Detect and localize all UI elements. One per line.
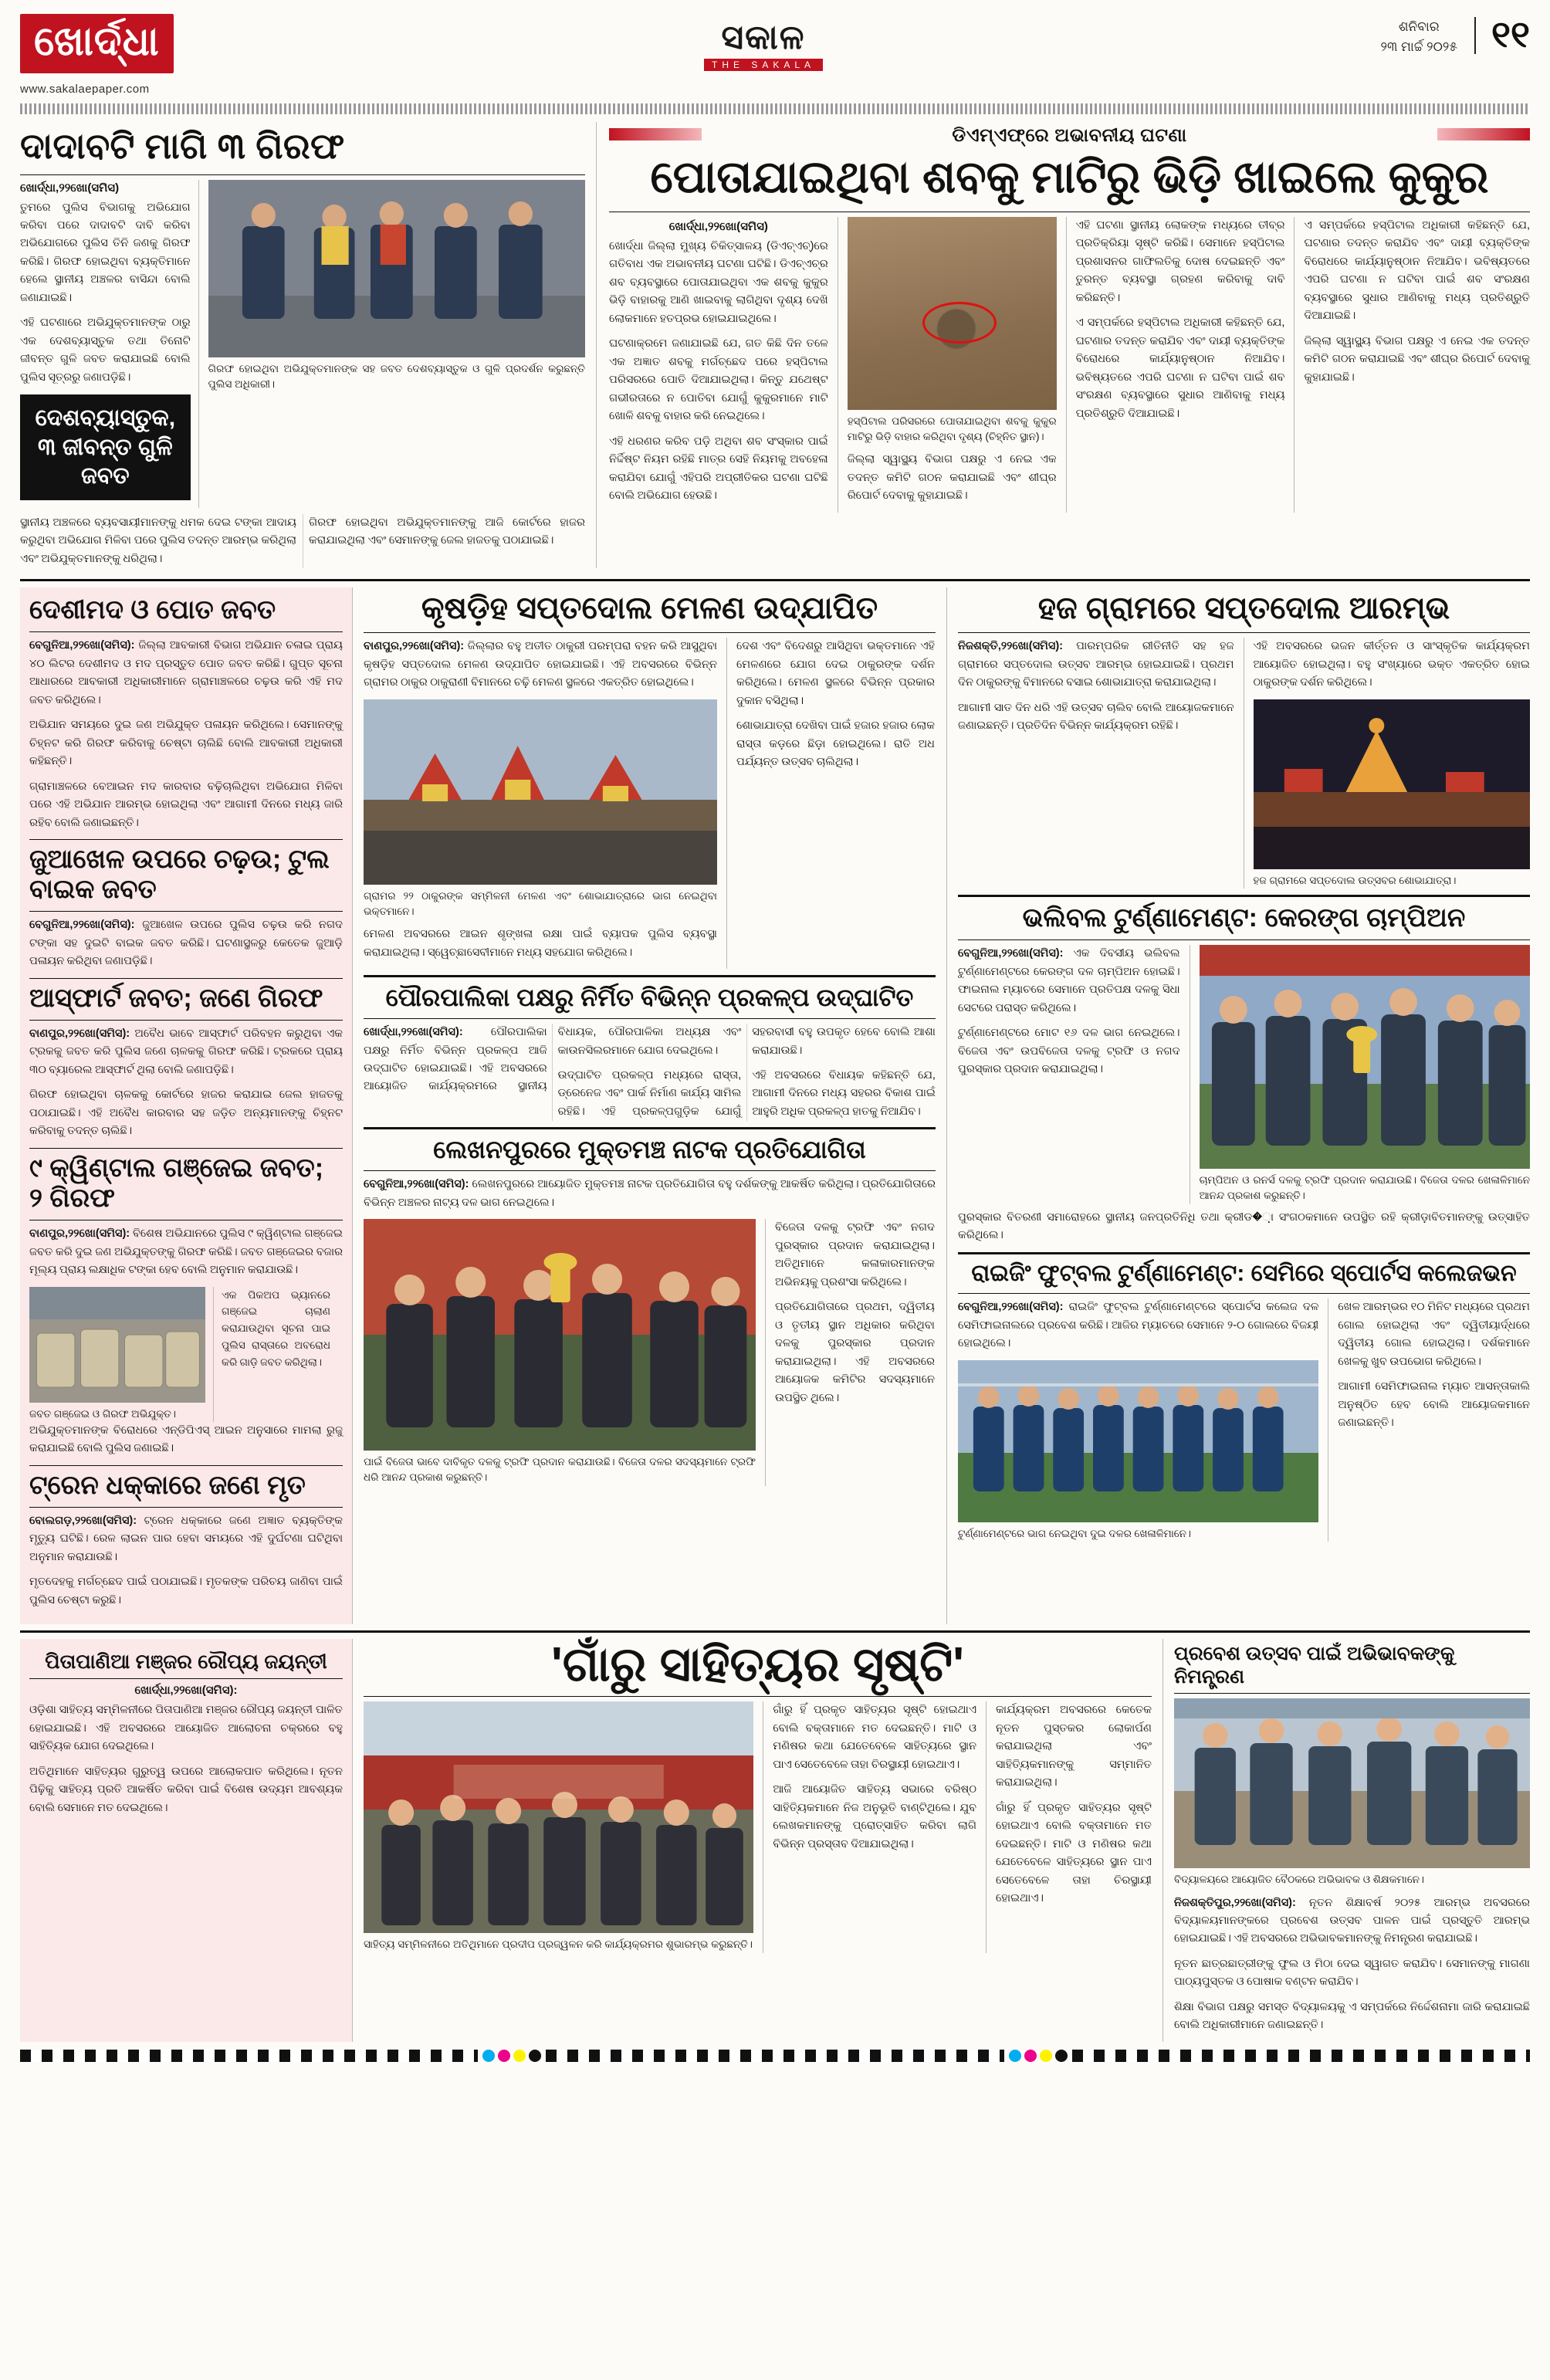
headline-silver-jubilee: ପିତାପାଣିଆ ମଞ୍ଜର ରୌପ୍ୟ ଜୟନ୍ତୀ (45, 1650, 327, 1674)
byline-silver-jubilee: ଖୋର୍ଦ୍ଧା,୨୨ଖୋ(ସମିସ): (134, 1684, 238, 1698)
brand-block (252, 14, 1275, 72)
paragraph: ପାରମ୍ପରିକ ରୀତିନୀତି ସହ ହଜ ଗ୍ରାମରେ ସପ୍ତଦୋଲ ଉତ୍ସବ ଆରମ୍ଭ ହୋଇଯାଇଛି। ପ୍ରଥମ ଦିନ ଠାକୁରଙ୍କୁ ବିମାନରେ ବସାଇ ଶୋଭାଯାତ୍ରା କରାଯାଇଥିଲା। (958, 640, 1234, 689)
paragraph: ଜିଲ୍ଲା ସ୍ୱାସ୍ଥ୍ୟ ବିଭାଗ ପକ୍ଷରୁ ଏ ନେଇ ଏକ ତଦନ୍ତ କମିଟି ଗଠନ କରାଯାଇଛି ଏବଂ ଶୀଘ୍ର ରିପୋର୍ଟ ଦେବାକୁ କୁହାଯାଇଛି। (1304, 334, 1530, 384)
paragraph: ଶୋଭାଯାତ୍ରା ଦେଖିବା ପାଇଁ ହଜାର ହଜାର ଲୋକ ରାସ୍ତା କଡ଼ରେ ଛିଡ଼ା ହୋଇଥିଲେ। ରାତି ଅଧ ପର୍ଯ୍ୟନ୍ତ ଉତ୍ସବ ଚାଲିଥିଲା। (736, 719, 935, 769)
story-dog-corpse (596, 122, 1530, 568)
paragraph: ଅଭିଯୁକ୍ତମାନଙ୍କ ବିରୋଧରେ ଏନ୍‌ଡିପିଏସ୍ ଆଇନ ଅନୁସାରେ ମାମଲା ରୁଜୁ କରାଯାଇଛି ବୋଲି ପୁଲିସ ଜଣାଇଛି। (29, 1424, 343, 1455)
logo-block (20, 14, 252, 96)
masthead-divider (20, 103, 1530, 114)
publication-logo: ଖୋର୍ଦ୍ଧା (20, 14, 174, 73)
paragraph: ତୁମରେ ପୁଲିସ ବିଭାଗକୁ ଅଭିଯୋଗ କରିବା ପରେ ଦାଦାବଟି ଦାବି କରିବା ଅଭିଯୋଗରେ ପୁଲିସ ତିନି ଜଣକୁ ଗିରଫ କରିଛି। ଗିରଫ ହୋଇଥିବା ବ୍ୟକ୍ତିମାନେ ହେଲେ ସ୍ଥାନୀୟ ଅଞ୍ଚଳର ବାସିନ୍ଦା ବୋଲି ଜଣାଯାଇଛି। (20, 201, 191, 304)
website-url[interactable]: www.sakalaepaper.com (20, 83, 150, 96)
story-village-literature (352, 1639, 1162, 2042)
paragraph: ଜୁଆଖେଳ ଉପରେ ପୁଲିସ ଚଢ଼ଉ କରି ନଗଦ ଟଙ୍କା ସହ ଦୁଇଟି ବାଇକ ଜବତ କରିଛି। ଘଟଣାସ୍ଥଳରୁ କେତେକ ଜୁଆଡ଼ି ପଳାୟନ କରିଥିବା ଜଣାପଡ଼ିଛି। (29, 919, 344, 968)
highlight-box-seized-items: ଦେଶବ୍ୟାସ୍ତୁକ, ୩ ଜୀବନ୍ତ ଗୁଳି ଜବତ (20, 394, 191, 500)
paragraph: ଶିକ୍ଷା ବିଭାଗ ପକ୍ଷରୁ ସମସ୍ତ ବିଦ୍ୟାଳୟକୁ ଏ ସମ୍ପର୍କରେ ନିର୍ଦ୍ଦେଶନାମା ଜାରି କରାଯାଇଛି ବୋଲି ଅଧିକାରୀମାନେ ଜଣାଇଛନ୍ତି। (1174, 2000, 1530, 2032)
headline-school-admission: ପ୍ରବେଶ ଉତ୍ସବ ପାଇଁ ଅଭିଭାବକଙ୍କୁ ନିମନ୍ତ୍ରଣ (1174, 1643, 1455, 1688)
paragraph: ବିଶେଷ ଅଭିଯାନରେ ପୁଲିସ ୯ କ୍ୱିଣ୍ଟାଲ ଗଞ୍ଜେଇ ଜବତ କରି ଦୁଇ ଜଣ ଅଭିଯୁକ୍ତଙ୍କୁ ଗିରଫ କରିଛି। ଜବତ ଗଞ୍ଜେଇର ବଜାର ମୂଲ୍ୟ ପ୍ରାୟ ଲକ୍ଷାଧିକ ଟଙ୍କା ହେବ ବୋଲି ଅନୁମାନ କରାଯାଉଛି। (29, 1227, 343, 1277)
headline-drama-competition: ଲେଖନପୁରରେ ମୁକ୍ତମଞ୍ଚ ନାଟକ ପ୍ରତିଯୋଗିତା (433, 1136, 866, 1164)
brand-name: ସକାଳ (721, 19, 806, 56)
paragraph: ନୂତନ ଛାତ୍ରଛାତ୍ରୀଙ୍କୁ ଫୁଲ ଓ ମିଠା ଦେଇ ସ୍ୱାଗତ କରାଯିବ। ସେମାନଙ୍କୁ ମାଗଣା ପାଠ୍ୟପୁସ୍ତକ ଓ ପୋଷାକ ବଣ୍ଟନ କରାଯିବ। (1174, 1957, 1530, 1989)
brief-ganja-seized (29, 1153, 343, 1458)
photo-drama-prize (364, 1219, 756, 1451)
byline-gambling-raid: ବେଗୁନିଆ,୨୨ଖୋ(ସମିସ): (29, 919, 135, 932)
photo-arrested-accused (208, 180, 585, 357)
photo-corpse-site (848, 217, 1057, 410)
caption-football-teams: ଟୁର୍ଣ୍ଣାମେଣ୍ଟରେ ଭାଗ ନେଇଥିବା ଦୁଇ ଦଳର ଖେଳାଳିମାନେ। (958, 1527, 1191, 1539)
byline-drama-competition: ବେଗୁନିଆ,୨୨ଖୋ(ସମିସ): (364, 1178, 469, 1191)
byline-dog-corpse: ଖୋର୍ଦ୍ଧା,୨୨ଖୋ(ସମିସ) (668, 219, 768, 233)
paragraph: ଗାଁରୁ ହିଁ ପ୍ରକୃତ ସାହିତ୍ୟର ସୃଷ୍ଟି ହୋଇଥାଏ ବୋଲି ବକ୍ତାମାନେ ମତ ଦେଇଛନ୍ତି। ମାଟି ଓ ମଣିଷର କଥା ଯେତେବେଳେ ସାହିତ୍ୟରେ ସ୍ଥାନ ପାଏ ସେତେବେଳେ ତାହା ଚିରସ୍ଥାୟୀ ହୋଇଥାଏ। (996, 1801, 1152, 1905)
paragraph: ଲେଖନପୁରରେ ଆୟୋଜିତ ମୁକ୍ତମଞ୍ଚ ନାଟକ ପ୍ରତିଯୋଗିତା ବହୁ ଦର୍ଶକଙ୍କୁ ଆକର୍ଷିତ କରିଥିଲା। ପ୍ରତିଯୋଗିତାରେ ବିଭିନ୍ନ ଅଞ୍ଚଳର ନାଟ୍ୟ ଦଳ ଭାଗ ନେଇଥିଲେ। (364, 1178, 936, 1209)
caption-mela-procession: ଗ୍ରାମର ୨୨ ଠାକୁରଙ୍କ ସମ୍ମିଳନୀ ମେଳଣ ଏବଂ ଶୋଭାଯାତ୍ରାରେ ଭାଗ ନେଇଥିବା ଭକ୍ତମାନେ। (364, 889, 717, 918)
story-silver-jubilee (20, 1639, 352, 2042)
headline-football: ରାଇଜିଂ ଫୁଟ୍‌ବଲ ଟୁର୍ଣ୍ଣାମେଣ୍ଟ: ସେମିରେ ସ୍ପୋର୍ଟସ କଲେଜଭନ (971, 1260, 1517, 1286)
briefs-column (20, 587, 352, 1624)
byline-dadabati: ଖୋର୍ଦ୍ଧା,୨୨ଖୋ(ସମିସ) (20, 181, 120, 195)
headline-haja-saptadola: ହଜ ଗ୍ରାମରେ ସପ୍ତଦୋଲ ଆରମ୍ଭ (1037, 591, 1450, 626)
masthead (20, 0, 1530, 100)
paragraph: ଏହି ଧରଣର କରିବ ପଡ଼ି ଅଥିବା ଶବ ସଂସ୍କାର ପାଇଁ ନିର୍ଦ୍ଦିଷ୍ଟ ନିୟମ ରହିଛି ମାତ୍ର ସେହି ନିୟମକୁ ଅବହେଳା କରାଯିବା ଯୋଗୁଁ ଏହିପରି ଅପ୍ରୀତିକର ଘଟଣା ଘଟିଛି ବୋଲି ଅଭିଯୋଗ ହେଉଛି। (609, 435, 828, 503)
headline-ganja-seized: ୯ କ୍ୱିଣ୍ଟାଲ ଗଞ୍ଜେଇ ଜବତ; ୨ ଗିରଫ (29, 1153, 324, 1213)
paragraph: ଏ ସମ୍ପର୍କରେ ହସ୍ପିଟାଲ ଅଧିକାରୀ କହିଛନ୍ତି ଯେ, ଘଟଣାର ତଦନ୍ତ କରାଯିବ ଏବଂ ଦାୟୀ ବ୍ୟକ୍ତିଙ୍କ ବିରୋଧରେ କାର୍ଯ୍ୟାନୁଷ୍ଠାନ ନିଆଯିବ। ଭବିଷ୍ୟତରେ ଏପରି ଘଟଣା ନ ଘଟିବା ପାଇଁ ଶବ ସଂରକ୍ଷଣ ବ୍ୟବସ୍ଥାରେ ସୁଧାର ଆଣିବାକୁ ମଧ୍ୟ ପ୍ରତିଶ୍ରୁତି ଦିଆଯାଇଛି। (1075, 317, 1285, 420)
paragraph: ଏହି ଘଟଣା ସ୍ଥାନୀୟ ଲୋକଙ୍କ ମଧ୍ୟରେ ତୀବ୍ର ପ୍ରତିକ୍ରିୟା ସୃଷ୍ଟି କରିଛି। ସେମାନେ ହସ୍ପିଟାଲ ପ୍ରଶାସନର ଗାଫିଲତିକୁ ଦୋଷ ଦେଇଛନ୍ତି ଏବଂ ତୁରନ୍ତ ବ୍ୟବସ୍ଥା ଗ୍ରହଣ କରିବାକୁ ଦାବି କରିଛନ୍ତି। (1075, 218, 1285, 304)
headline-municipality-projects: ପୌରପାଲିକା ପକ୍ଷରୁ ନିର୍ମିତ ବିଭିନ୍ନ ପ୍ରକଳ୍ପ ଉଦ୍‌ଘାଟିତ (385, 983, 914, 1012)
paragraph: ମୃତଦେହକୁ ମର୍ଗଚ୍ଛେଦ ପାଇଁ ପଠାଯାଇଛି। ମୃତକଙ୍କ ପରିଚୟ ଜାଣିବା ପାଇଁ ପୁଲିସ ଚେଷ୍ଟା କରୁଛି। (29, 1576, 343, 1606)
middle-center-column (352, 587, 946, 1624)
dateline-block (1275, 14, 1530, 56)
middle-right-column (946, 587, 1530, 1624)
paragraph: ଖେଳ ଆରମ୍ଭର ୧୦ ମିନିଟ ମଧ୍ୟରେ ପ୍ରଥମ ଗୋଲ ହୋଇଥିଲା ଏବଂ ଦ୍ୱିତୀୟାର୍ଦ୍ଧରେ ଦ୍ୱିତୀୟ ଗୋଲ ହୋଇଥିଲା। ଦର୍ଶକମାନେ ଖେଳକୁ ଖୁବ ଉପଭୋଗ କରିଥିଲେ। (1338, 1301, 1530, 1368)
paragraph: ଘଟଣାକ୍ରମେ ଜଣାଯାଇଛି ଯେ, ଗତ କିଛି ଦିନ ତଳେ ଏକ ଅଜ୍ଞାତ ଶବକୁ ମର୍ଗଚ୍ଛେଦ ପରେ ହସ୍ପିଟାଲ ପରିସରରେ ପୋତି ଦିଆଯାଇଥିଲା। କିନ୍ତୁ ଯଥେଷ୍ଟ ଗଭୀରତାରେ ନ ପୋତିବା ଯୋଗୁଁ କୁକୁରମାନେ ମାଟି ଖୋଳି ଶବକୁ ବାହାର କରି ନେଇଥିଲେ। (609, 337, 828, 423)
caption-corpse-site: ହସ୍ପିଟାଲ ପରିସରରେ ପୋତାଯାଇଥିବା ଶବକୁ କୁକୁର ମାଟିରୁ ଭିଡ଼ି ବାହାର କରିଥିବା ଦୃଶ୍ୟ (ଚିହ୍ନିତ ସ୍ଥାନ)। (847, 415, 1057, 443)
kicker-dmf: ଡିଏମ୍‌ଏଫ୍‌ରେ ଅଭାବନୀୟ ଘଟଣା (952, 125, 1187, 146)
paragraph: ନୂତନ ଶିକ୍ଷାବର୍ଷ ୨୦୨୫ ଆରମ୍ଭ ଅବସରରେ ବିଦ୍ୟାଳୟମାନଙ୍କରେ ପ୍ରବେଶ ଉତ୍ସବ ପାଳନ ପାଇଁ ପ୍ରସ୍ତୁତି ଆରମ୍ଭ ହୋଇଯାଇଛି। ଏହି ଅବସରରେ ଅଭିଭାବକମାନଙ୍କୁ ନିମନ୍ତ୍ରଣ କରାଯାଇଛି। (1174, 1896, 1530, 1945)
paragraph: ଏହି ଘଟଣାରେ ଅଭିଯୁକ୍ତମାନଙ୍କ ଠାରୁ ଏକ ଦେଶବ୍ୟାସ୍ତୁକ ତଥା ତିନୋଟି ଜୀବନ୍ତ ଗୁଳି ଜବତ କରାଯାଇଛି ବୋଲି ପୁଲିସ ସୂତ୍ରରୁ ଜଣାପଡ଼ିଛି। (20, 317, 191, 384)
paragraph: ଏକ ପିକଅପ ଭ୍ୟାନରେ ଗଞ୍ଜେଇ ଚାଲାଣ କରାଯାଉଥିବା ସୂଚନା ପାଇ ପୁଲିସ ରାସ୍ତାରେ ଅବରୋଧ କରି ଗାଡ଼ି ଜବତ କରିଥିଲା। (222, 1288, 330, 1368)
headline-krushadiha-mela: କୃଷଡ଼ିହ ସପ୍ତଦୋଲ ମେଳଣ ଉଦ୍‌ଯାପିତ (421, 591, 878, 626)
paragraph: ଆଗାମୀ ସେମିଫାଇନାଲ ମ୍ୟାଚ ଆସନ୍ତାକାଲି ଅନୁଷ୍ଠିତ ହେବ ବୋଲି ଆୟୋଜକମାନେ ଜଣାଇଛନ୍ତି। (1338, 1380, 1530, 1429)
paragraph: ବିଜେତା ଦଳକୁ ଟ୍ରଫି ଏବଂ ନଗଦ ପୁରସ୍କାର ପ୍ରଦାନ କରାଯାଇଥିଲା। ଅତିଥିମାନେ କଳାକାରମାନଙ୍କ ଅଭିନୟକୁ ପ୍ରଶଂସା କରିଥିଲେ। (775, 1221, 935, 1288)
headline-volleyball: ଭଲିବଲ ଟୁର୍ଣ୍ଣାମେଣ୍ଟ: କେରଙ୍ଗ ଚାମ୍ପିଅନ (1022, 903, 1466, 933)
photo-mela-procession (364, 699, 717, 885)
byline-liquor-seized: ବେଗୁନିଆ,୨୨ଖୋ(ସମିସ): (29, 639, 135, 652)
paragraph: ଅବୈଧ ଭାବେ ଆସ୍ଫାର୍ଟ ପରିବହନ କରୁଥିବା ଏକ ଟ୍ରକକୁ ଜବତ କରି ପୁଲିସ ଜଣେ ଚାଳକକୁ ଗିରଫ କରିଛି। ଟ୍ରକରେ ପ୍ରାୟ ୩୦ ବ୍ୟାରେଲ ଆସ୍ଫାର୍ଟ ଥିଲା ବୋଲି ଜଣାପଡ଼ିଛି। (29, 1027, 344, 1076)
caption-volleyball-winners: ଚାମ୍ପିଅନ ଓ ରନର୍ସ ଦଳକୁ ଟ୍ରଫି ପ୍ରଦାନ କରାଯାଉଛି। ବିଜେତା ଦଳର ଖେଳାଳିମାନେ ଆନନ୍ଦ ପ୍ରକାଶ କରୁଛନ୍ତି। (1199, 1174, 1530, 1202)
paragraph: ଗାଁରୁ ହିଁ ପ୍ରକୃତ ସାହିତ୍ୟର ସୃଷ୍ଟି ହୋଇଥାଏ ବୋଲି ବକ୍ତାମାନେ ମତ ଦେଇଛନ୍ତି। ମାଟି ଓ ମଣିଷର କଥା ଯେତେବେଳେ ସାହିତ୍ୟରେ ସ୍ଥାନ ପାଏ ସେତେବେଳେ ତାହା ଚିରସ୍ଥାୟୀ ହୋଇଥାଏ। (773, 1704, 977, 1771)
byline-krushadiha-mela: ବାଣପୁର,୨୨ଖୋ(ସମିସ): (364, 640, 465, 653)
byline-ganja-seized: ବାଣପୁର,୨୨ଖୋ(ସମିସ): (29, 1227, 130, 1241)
publication-day: ଶନିବାର (1398, 19, 1440, 34)
caption-arrested-accused: ଗିରଫ ହୋଇଥିବା ଅଭିଯୁକ୍ତମାନଙ୍କ ସହ ଜବତ ଦେଶବ୍ୟାସ୍ତୁକ ଓ ଗୁଳି ପ୍ରଦର୍ଶନ କରୁଛନ୍ତି ପୁଲିସ ଅଧିକାରୀ। (208, 362, 585, 390)
paragraph: ଖୋର୍ଦ୍ଧା ଜିଲ୍ଲା ମୁଖ୍ୟ ଚିକିତ୍ସାଳୟ (ଡିଏଚ୍‌ଏଚ୍‌)ରେ ଗତିବାଧ ଏକ ଅଭାବନୀୟ ଘଟଣା ଘଟିଛି। ଡିଏଚ୍‌ଏଚ୍‌ର ଶବ ବ୍ୟବସ୍ଥାରେ ପୋତାଯାଇଥିବା ଏକ ଶବକୁ କୁକୁର ଭିଡ଼ି ବାହାରକୁ ଆଣି ଖାଇବାକୁ ଲାଗିଥିବା ଦୃଶ୍ୟ ଦେଖି ଲୋକମାନେ ହତପ୍ରଭ ହୋଇଯାଇଥିଲେ। (609, 239, 828, 325)
headline-train-death: ଟ୍ରେନ ଧକ୍କାରେ ଜଣେ ମୃତ (29, 1470, 306, 1500)
paragraph: ପୁରସ୍କାର ବିତରଣୀ ସମାରୋହରେ ସ୍ଥାନୀୟ ଜନପ୍ରତିନିଧି ତଥା କ୍ରୀଡ�଼ା ସଂଗଠକମାନେ ଉପସ୍ଥିତ ରହି କ୍ରୀଡ଼ାବିତମାନଙ୍କୁ ଉତ୍ସାହିତ କରିଥିଲେ। (958, 1210, 1530, 1242)
headline-village-literature: 'ଗାଁରୁ ସାହିତ୍ୟର ସୃଷ୍ଟି' (551, 1638, 964, 1692)
photo-football-teams (958, 1360, 1318, 1522)
caption-literature-meet: ସାହିତ୍ୟ ସମ୍ମିଳନୀରେ ଅତିଥିମାନେ ପ୍ରଦୀପ ପ୍ରଜ୍ୱଳନ କରି କାର୍ଯ୍ୟକ୍ରମର ଶୁଭାରମ୍ଭ କରୁଛନ୍ତି। (364, 1938, 753, 1951)
paragraph: ଟୁର୍ଣ୍ଣାମେଣ୍ଟରେ ମୋଟ ୧୬ ଦଳ ଭାଗ ନେଇଥିଲେ। ବିଜେତା ଏବଂ ଉପବିଜେତା ଦଳକୁ ଟ୍ରଫି ଓ ନଗଦ ପୁରସ୍କାର ପ୍ରଦାନ କରାଯାଇଥିଲା। (958, 1027, 1180, 1076)
paragraph: ଜିଲ୍ଲା ଆବକାରୀ ବିଭାଗ ଅଭିଯାନ ଚଳାଇ ପ୍ରାୟ ୪୦ ଲିଟର ଦେଶୀମଦ ଓ ମଦ ପ୍ରସ୍ତୁତ ପୋତ ଜବତ କରିଛି। ଗୁପ୍ତ ସୂଚନା ଆଧାରରେ ଆବକାରୀ ଅଧିକାରୀମାନେ ଗ୍ରାମାଞ୍ଚଳରେ ଚଢ଼ଉ କରି ଏହି ମଦ ଜବତ କରିଥିଲେ। (29, 639, 343, 706)
headline-dadabati: ଦାଦାବଟି ମାଗି ୩ ଗିରଫ (20, 126, 345, 166)
paragraph: ଗିରଫ ହୋଇଥିବା ଅଭିଯୁକ୍ତମାନଙ୍କୁ ଆଜି କୋର୍ଟରେ ହାଜର କରାଯାଇଥିଲା ଏବଂ ସେମାନଙ୍କୁ ଜେଲ ହାଜତକୁ ପଠାଯାଇଛି। (309, 516, 585, 547)
publication-date: ୨୩ ମାର୍ଚ୍ଚ ୨୦୨୫ (1380, 39, 1457, 54)
headline-dog-corpse: ପୋତାଯାଇଥିବା ଶବକୁ ମାଟିରୁ ଭିଡ଼ି ଖାଇଲେ କୁକୁର (650, 152, 1489, 202)
caption-school-meeting: ବିଦ୍ୟାଳୟରେ ଆୟୋଜିତ ବୈଠକରେ ଅଭିଭାବକ ଓ ଶିକ୍ଷକମାନେ। (1174, 1874, 1425, 1886)
photo-highlight-ellipse (922, 302, 997, 344)
story-haja-saptadola (958, 591, 1530, 889)
paragraph: ଆଗାମୀ ସାତ ଦିନ ଧରି ଏହି ଉତ୍ସବ ଚାଲିବ ବୋଲି ଆୟୋଜକମାନେ ଜଣାଇଛନ୍ତି। ପ୍ରତିଦିନ ବିଭିନ୍ନ କାର୍ଯ୍ୟକ୍ରମ ରହିଛି। (958, 701, 1234, 733)
byline-municipality-projects: ଖୋର୍ଦ୍ଧା,୨୨ଖୋ(ସମିସ): (364, 1026, 463, 1039)
story-dadabati (20, 122, 596, 568)
paragraph: ପ୍ରତିଯୋଗିତାରେ ପ୍ରଥମ, ଦ୍ୱିତୀୟ ଓ ତୃତୀୟ ସ୍ଥାନ ଅଧିକାର କରିଥିବା ଦଳକୁ ପୁରସ୍କାର ପ୍ରଦାନ କରାଯାଇଥିଲା। ଏହି ଅବସରରେ ଆୟୋଜକ କମିଟିର ସଦସ୍ୟମାନେ ଉପସ୍ଥିତ ଥିଲେ। (775, 1301, 935, 1404)
paragraph: ଜିଲ୍ଲା ସ୍ୱାସ୍ଥ୍ୟ ବିଭାଗ ପକ୍ଷରୁ ଏ ନେଇ ଏକ ତଦନ୍ତ କମିଟି ଗଠନ କରାଯାଇଛି ଏବଂ ଶୀଘ୍ର ରିପୋର୍ଟ ଦେବାକୁ କୁହାଯାଇଛି। (847, 453, 1057, 503)
brief-train-death (29, 1471, 343, 1610)
headline-liquor-seized: ଦେଶୀମଦ ଓ ପୋତ ଜବତ (29, 595, 276, 625)
byline-school-admission: ନିଜଶକ୍ତିପୁର,୨୨ଖୋ(ସମିସ): (1174, 1896, 1296, 1909)
top-section (20, 122, 1530, 568)
paragraph: ଏହି ଅବସରରେ ଭଜନ କୀର୍ତ୍ତନ ଓ ସାଂସ୍କୃତିକ କାର୍ଯ୍ୟକ୍ରମ ଆୟୋଜିତ ହୋଇଥିଲା। ବହୁ ସଂଖ୍ୟାରେ ଭକ୍ତ ଏକତ୍ରିତ ହୋଇ ଠାକୁରଙ୍କ ଦର୍ଶନ କରିଥିଲେ। (1253, 640, 1530, 689)
paragraph: ଏକ ଦିବସୀୟ ଭଲିବଲ ଟୁର୍ଣ୍ଣାମେଣ୍ଟରେ କେରଙ୍ଗ ଦଳ ଚାମ୍ପିଅନ ହୋଇଛି। ଫାଇନାଲ ମ୍ୟାଚରେ ସେମାନେ ପ୍ରତିପକ୍ଷ ଦଳକୁ ସିଧା ସେଟରେ ପରାସ୍ତ କରିଥିଲେ। (958, 947, 1180, 1014)
byline-train-death: ବୋଲଗଡ଼,୨୨ଖୋ(ସମିସ): (29, 1514, 137, 1527)
headline-asphalt-seized: ଆସ୍ଫାର୍ଟ ଜବତ; ଜଣେ ଗିରଫ (29, 983, 323, 1013)
paragraph: ଏହି ଅବସରରେ ବିଧାୟକ କହିଛନ୍ତି ଯେ, ଆଗାମୀ ଦିନରେ ମଧ୍ୟ ସହରର ବିକାଶ ପାଇଁ ଆହୁରି ଅଧିକ ପ୍ରକଳ୍ପ ହାତକୁ ନିଆଯିବ। (752, 1069, 936, 1118)
byline-asphalt-seized: ବାଣପୁର,୨୨ଖୋ(ସମିସ): (29, 1027, 130, 1040)
brief-gambling-raid (29, 845, 343, 971)
photo-volleyball-winners (1200, 945, 1530, 1169)
brief-liquor-seized (29, 595, 343, 832)
story-drama-competition (364, 1136, 936, 1485)
middle-section (20, 587, 1530, 1624)
caption-drama-prize: ପାଇଁ ବିଜେତା ଭାବେ ଦାବିକୃତ ଦଳକୁ ଟ୍ରଫି ପ୍ରଦାନ କରାଯାଉଛି। ବିଜେତା ଦଳର ସଦସ୍ୟମାନେ ଟ୍ରଫି ଧରି ଆନନ୍ଦ ପ୍ରକାଶ କରୁଛନ୍ତି। (364, 1456, 756, 1484)
paragraph: ଉଦ୍‌ଘାଟିତ ପ୍ରକଳ୍ପ ମଧ୍ୟରେ ରାସ୍ତା, ଡ୍ରେନେଜ ଏବଂ ପାର୍କ ନିର୍ମାଣ କାର୍ଯ୍ୟ ସାମିଲ ରହିଛି। ଏହି ପ୍ରକଳ୍ପଗୁଡ଼ିକ ଯୋଗୁଁ ସହରବାସୀ ବହୁ ଉପକୃତ ହେବେ ବୋଲି ଆଶା କରାଯାଉଛି। (557, 1026, 936, 1118)
paragraph: ଜିଲ୍ଲାର ବହୁ ଅତୀତ ଠାକୁରୀ ପରମ୍ପରା ବହନ କରି ଆସୁଥିବା କୃଷଡ଼ିହ ସପ୍ତଦୋଲ ମେଳଣ ଉଦ୍‌ଯାପିତ ହୋଇଯାଇଛି। ଏହି ଅବସରରେ ବିଭିନ୍ନ ଗ୍ରାମର ଠାକୁର ଠାକୁରାଣୀ ବିମାନରେ ଚଢ଼ି ମେଳଣ ସ୍ଥଳରେ ଏକତ୍ରିତ ହୋଇଥିଲେ। (364, 640, 718, 689)
story-krushadiha-mela (364, 591, 936, 969)
paragraph: ଅତିଥିମାନେ ସାହିତ୍ୟର ଗୁରୁତ୍ୱ ଉପରେ ଆଲୋକପାତ କରିଥିଲେ। ନୂତନ ପିଢ଼ିକୁ ସାହିତ୍ୟ ପ୍ରତି ଆକର୍ଷିତ କରିବା ପାଇଁ ବିଶେଷ ଉଦ୍ୟମ ଆବଶ୍ୟକ ବୋଲି ସେମାନେ ମତ ଦେଇଥିଲେ। (29, 1765, 343, 1814)
paragraph: ଦେଶ ଏବଂ ବିଦେଶରୁ ଆସିଥିବା ଭକ୍ତମାନେ ଏହି ମେଳଣରେ ଯୋଗ ଦେଇ ଠାକୁରଙ୍କ ଦର୍ଶନ କରିଥିଲେ। ମେଳଣ ସ୍ଥଳରେ ବିଭିନ୍ନ ପ୍ରକାର ଦୁକାନ ବସିଥିଲା। (736, 640, 935, 707)
caption-saptadola-night: ହଜ ଗ୍ରାମରେ ସପ୍ତଦୋଲ ଉତ୍ସବର ଶୋଭାଯାତ୍ରା। (1253, 874, 1457, 886)
print-registration-bar (20, 2042, 1530, 2067)
byline-haja-saptadola: ନିଜଶକ୍ତି,୨୨ଖୋ(ସମିସ): (958, 640, 1063, 653)
paragraph: ଗ୍ରାମାଞ୍ଚଳରେ ବେଆଇନ ମଦ କାରବାର ବଢ଼ିଚାଲିଥିବା ଅଭିଯୋଗ ମିଳିବା ପରେ ଏହି ଅଭିଯାନ ଆରମ୍ଭ ହୋଇଥିଲା ଏବଂ ଆଗାମୀ ଦିନରେ ମଧ୍ୟ ଜାରି ରହିବ ବୋଲି ଜଣାଇଛନ୍ତି। (29, 780, 343, 829)
paragraph: ପୌରପାଲିକା ପକ୍ଷରୁ ନିର୍ମିତ ବିଭିନ୍ନ ପ୍ରକଳ୍ପ ଆଜି ଉଦ୍‌ଘାଟିତ ହୋଇଯାଇଛି। ଏହି ଅବସରରେ ଆୟୋଜିତ କାର୍ଯ୍ୟକ୍ରମରେ ସ୍ଥାନୀୟ ବିଧାୟକ, ପୌରପାଳିକା ଅଧ୍ୟକ୍ଷ ଏବଂ କାଉନସିଲରମାନେ ଯୋଗ ଦେଇଥିଲେ। (364, 1026, 742, 1093)
page-number: ୧୧ (1474, 17, 1530, 54)
photo-seized-ganja (29, 1287, 205, 1403)
photo-literature-meet (364, 1701, 753, 1933)
story-volleyball (958, 903, 1530, 1245)
bottom-section (20, 1639, 1530, 2042)
paragraph: କାର୍ଯ୍ୟକ୍ରମ ଅବସରରେ କେତେକ ନୂତନ ପୁସ୍ତକର ଲୋକାର୍ପଣ କରାଯାଇଥିଲା ଏବଂ ସାହିତ୍ୟିକମାନଙ୍କୁ ସମ୍ମାନିତ କରାଯାଇଥିଲା। (996, 1704, 1152, 1789)
brief-asphalt-seized (29, 983, 343, 1141)
byline-football: ବେଗୁନିଆ,୨୨ଖୋ(ସମିସ): (958, 1301, 1064, 1314)
story-school-admission (1162, 1639, 1530, 2042)
paragraph: ଆଜି ଆୟୋଜିତ ସାହିତ୍ୟ ସଭାରେ ବରିଷ୍ଠ ସାହିତ୍ୟିକମାନେ ନିଜ ଅନୁଭୂତି ବାଣ୍ଟିଥିଲେ। ଯୁବ ଲେଖକମାନଙ୍କୁ ପ୍ରୋତ୍ସାହିତ କରିବା ଲାଗି ବିଭିନ୍ନ ପ୍ରସ୍ତାବ ଦିଆଯାଇଥିଲା। (773, 1783, 977, 1850)
paragraph: ଓଡ଼ିଶା ସାହିତ୍ୟ ସମ୍ମିଳନୀରେ ପିତାପାଣିଆ ମଞ୍ଜର ରୌପ୍ୟ ଜୟନ୍ତୀ ପାଳିତ ହୋଇଯାଇଛି। ଏହି ଅବସରରେ ଆୟୋଜିତ ଆଲୋଚନା ଚକ୍ରରେ ବହୁ ସାହିତ୍ୟିକ ଯୋଗ ଦେଇଥିଲେ। (29, 1704, 343, 1753)
byline-volleyball: ବେଗୁନିଆ,୨୨ଖୋ(ସମିସ): (958, 947, 1064, 960)
color-swatches (482, 2050, 541, 2062)
paragraph: ମେଳଣ ଅବସରରେ ଆଇନ ଶୃଙ୍ଖଳା ରକ୍ଷା ପାଇଁ ବ୍ୟାପକ ପୁଲିସ ବ୍ୟବସ୍ଥା କରାଯାଇଥିଲା। ସ୍ୱେଚ୍ଛାସେବୀମାନେ ମଧ୍ୟ ସହଯୋଗ କରିଥିଲେ। (364, 928, 717, 959)
paragraph: ଏ ସମ୍ପର୍କରେ ହସ୍ପିଟାଲ ଅଧିକାରୀ କହିଛନ୍ତି ଯେ, ଘଟଣାର ତଦନ୍ତ କରାଯିବ ଏବଂ ଦାୟୀ ବ୍ୟକ୍ତିଙ୍କ ବିରୋଧରେ କାର୍ଯ୍ୟାନୁଷ୍ଠାନ ନିଆଯିବ। ଭବିଷ୍ୟତରେ ଏପରି ଘଟଣା ନ ଘଟିବା ପାଇଁ ଶବ ସଂରକ୍ଷଣ ବ୍ୟବସ୍ଥାରେ ସୁଧାର ଆଣିବାକୁ ମଧ୍ୟ ପ୍ରତିଶ୍ରୁତି ଦିଆଯାଇଛି। (1304, 218, 1530, 323)
paragraph: ଅଭିଯାନ ସମୟରେ ଦୁଇ ଜଣ ଅଭିଯୁକ୍ତ ପଳାୟନ କରିଥିଲେ। ସେମାନଙ୍କୁ ଚିହ୍ନଟ କରି ଗିରଫ କରିବାକୁ ଚେଷ୍ଟା ଚାଲିଛି ବୋଲି ଆବକାରୀ ଅଧିକାରୀ କହିଛନ୍ତି। (29, 719, 343, 768)
paragraph: ଟ୍ରେନ ଧକ୍କାରେ ଜଣେ ଅଜ୍ଞାତ ବ୍ୟକ୍ତିଙ୍କ ମୃତ୍ୟୁ ଘଟିଛି। ରେଳ ଲାଇନ ପାର ହେବା ସମୟରେ ଏହି ଦୁର୍ଘଟଣା ଘଟିଥିବା ଅନୁମାନ କରାଯାଉଛି। (29, 1514, 343, 1563)
brand-tagline: THE SAKALA (704, 59, 823, 71)
headline-gambling-raid: ଜୁଆଖେଳ ଉପରେ ଚଢ଼ଉ; ଟୁଲ ବାଇକ ଜବତ (29, 845, 330, 905)
story-municipality-projects (364, 983, 936, 1121)
story-football (958, 1261, 1530, 1542)
photo-school-meeting (1174, 1698, 1530, 1868)
color-swatches (1009, 2050, 1068, 2062)
photo-saptadola-night (1254, 699, 1531, 869)
paragraph: ସ୍ଥାନୀୟ ଅଞ୍ଚଳରେ ବ୍ୟବସାୟୀମାନଙ୍କୁ ଧମକ ଦେଇ ଟଙ୍କା ଆଦାୟ କରୁଥିବା ଅଭିଯୋଗ ମିଳିବା ପରେ ପୁଲିସ ତଦନ୍ତ ଆରମ୍ଭ କରିଥିଲା ଏବଂ ଅଭିଯୁକ୍ତମାନଙ୍କୁ ଧରିଥିଲା। (20, 516, 296, 565)
caption-seized-ganja: ଜବତ ଗଞ୍ଜେଇ ଓ ଗିରଫ ଅଭିଯୁକ୍ତ। (29, 1407, 177, 1420)
paragraph: ରାଇଜିଂ ଫୁଟ୍‌ବଲ ଟୁର୍ଣ୍ଣାମେଣ୍ଟରେ ସ୍ପୋର୍ଟସ କଲେଜ ଦଳ ସେମିଫାଇନାଲରେ ପ୍ରବେଶ କରିଛି। ଆଜିର ମ୍ୟାଚରେ ସେମାନେ ୨-୦ ଗୋଲରେ ବିଜୟୀ ହୋଇଥିଲେ। (958, 1301, 1319, 1350)
paragraph: ଗିରଫ ହୋଇଥିବା ଚାଳକକୁ କୋର୍ଟରେ ହାଜର କରାଯାଇ ଜେଲ ହାଜତକୁ ପଠାଯାଇଛି। ଏହି ଅବୈଧ କାରବାର ସହ ଜଡ଼ିତ ଅନ୍ୟମାନଙ୍କୁ ଚିହ୍ନଟ କରିବାକୁ ତଦନ୍ତ ଚାଲିଛି। (29, 1088, 343, 1138)
